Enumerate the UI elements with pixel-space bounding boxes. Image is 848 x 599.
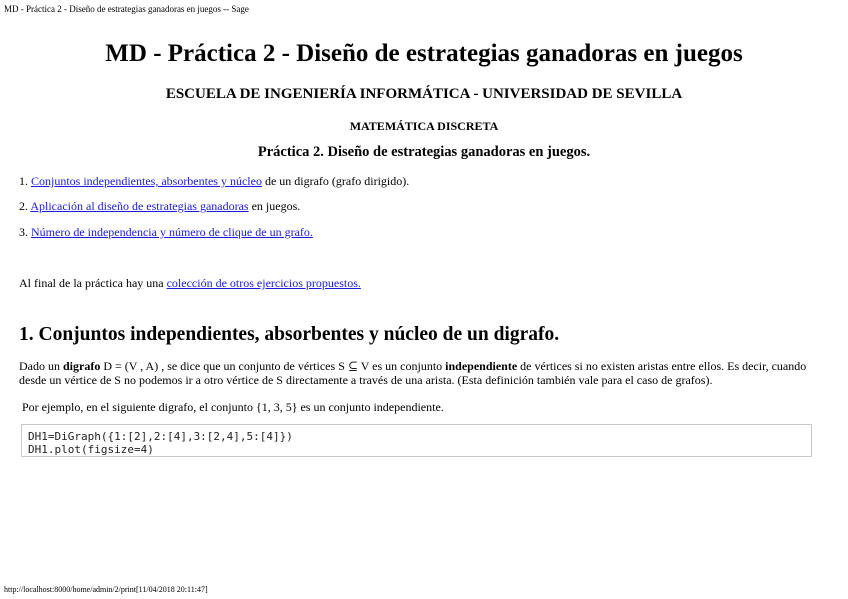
print-header: MD - Práctica 2 - Diseño de estrategias ganadoras en juegos -- Sage [4, 4, 249, 14]
code-line: DH1.plot(figsize=4) [28, 443, 154, 456]
example-paragraph: Por ejemplo, en el siguiente digrafo, el conjunto {1, 3, 5} es un conjunto independiente. [22, 400, 444, 414]
toc-link-2[interactable]: Aplicación al diseño de estrategias ganadoras [30, 199, 249, 213]
section-1-heading: 1. Conjuntos independientes, absorbentes y núcleo de un digrafo. [19, 324, 560, 345]
final-exercises-note: Al final de la práctica hay una colección de otros ejercicios propuestos. [19, 276, 361, 290]
print-footer: http://localhost:8000/home/admin/2/print[11/04/2018 20:11:47] [4, 585, 208, 594]
school-name: ESCUELA DE INGENIERÍA INFORMÁTICA - UNIVERSIDAD DE SEVILLA [165, 86, 683, 102]
toc-item-2: 2. Aplicación al diseño de estrategias ganadoras en juegos. [19, 199, 301, 213]
toc-item-3: 3. Número de independencia y número de clique de un grafo. [19, 225, 313, 239]
practice-title: Práctica 2. Diseño de estrategias ganadoras en juegos. [257, 144, 591, 160]
code-cell[interactable] [21, 424, 812, 457]
math-set: {1, 3, 5} [255, 400, 298, 414]
toc-item-1: 1. Conjuntos independientes, absorbentes y núcleo de un digrafo (grafo dirigido). [19, 174, 410, 188]
exercises-link[interactable]: colección de otros ejercicios propuestos. [166, 276, 361, 290]
math-digraph: D = (V , A) [103, 359, 159, 373]
math-subset: S ⊆ V [338, 359, 370, 373]
page-title: MD - Práctica 2 - Diseño de estrategias ganadoras en juegos [105, 40, 743, 67]
definition-paragraph: Dado un digrafo D = (V , A) , se dice que un conjunto de vértices S ⊆ V es un conjunto independiente de vértices si no existen aristas entre ellos. Es decir, cuando desde un vértice de S no podemos ir a otro vértice de S directamente a través de una arista. (Esta definición también vale para el caso de grafos). [19, 359, 807, 387]
code-line: DH1=DiGraph({1:[2],2:[4],3:[2,4],5:[4]}) [28, 430, 293, 443]
toc-link-3[interactable]: Número de independencia y número de clique de un grafo. [31, 225, 313, 239]
toc-link-1[interactable]: Conjuntos independientes, absorbentes y núcleo [31, 174, 262, 188]
subject-name: MATEMÁTICA DISCRETA [349, 119, 499, 133]
